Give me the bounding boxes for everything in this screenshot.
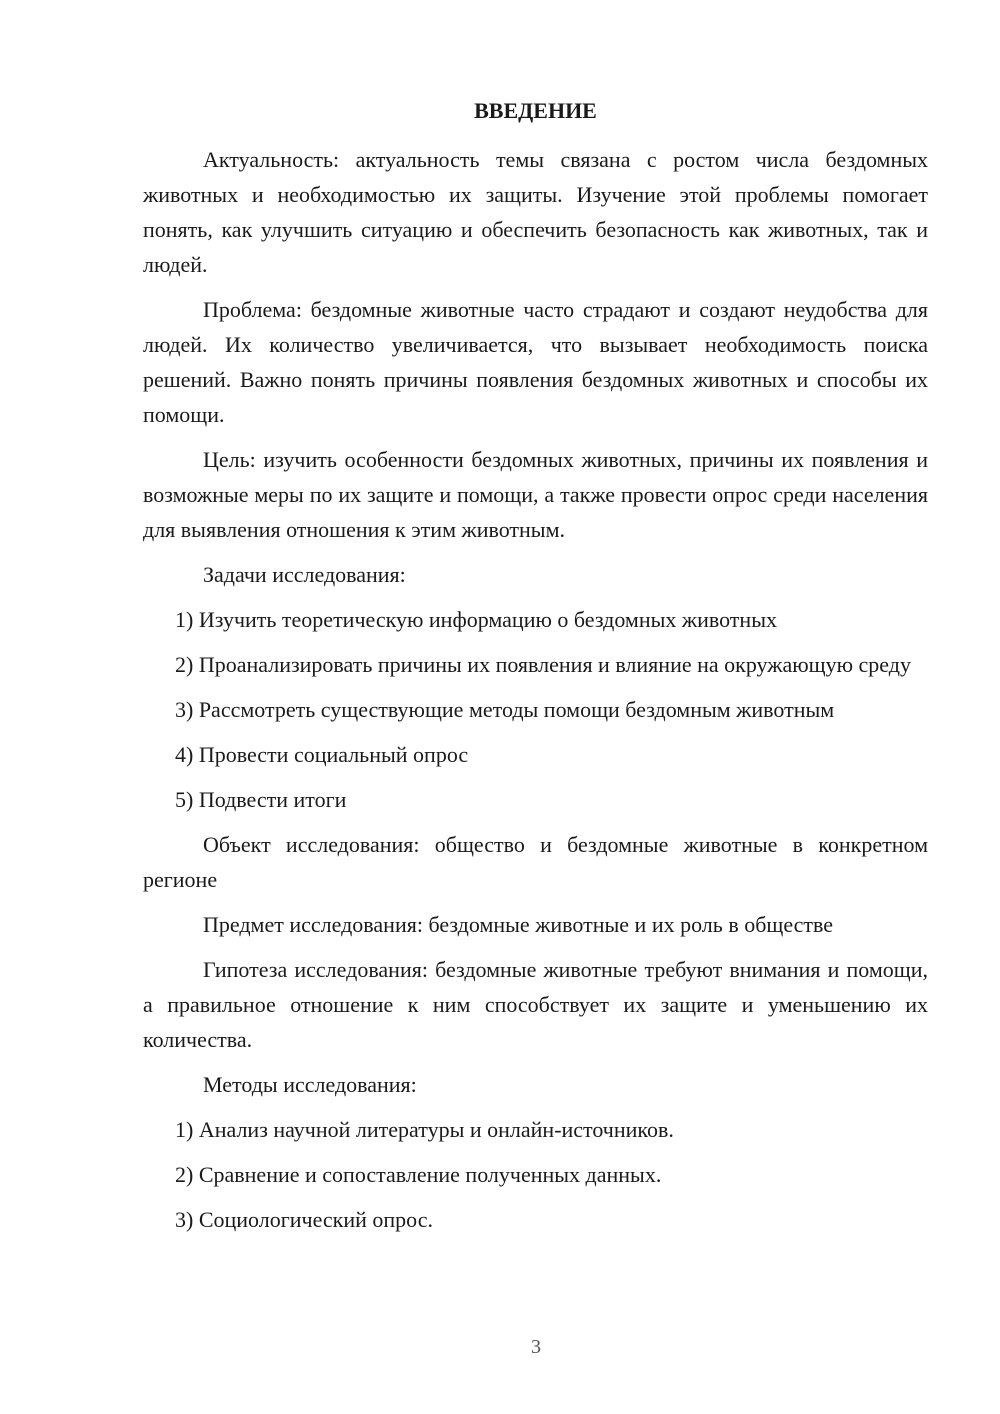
problem-paragraph: Проблема: бездомные животные часто страдают и создают неудобства для людей. Их количество увеличивается, что вызывает необходимость поиска решений. Важно понять причины появления бездомных животных и способы их помощи. <box>143 297 928 427</box>
task-item-2: 2) Проанализировать причины их появления и влияние на окружающую среду <box>175 652 911 677</box>
page-number: 3 <box>531 1336 541 1358</box>
section-heading: ВВЕДЕНИЕ <box>474 98 597 123</box>
methods-title: Методы исследования: <box>203 1072 417 1097</box>
method-item-2: 2) Сравнение и сопоставление полученных данных. <box>175 1162 662 1187</box>
goal-paragraph: Цель: изучить особенности бездомных животных, причины их появления и возможные меры по их защите и помощи, а также провести опрос среди населения для выявления отношения к этим животным. <box>143 447 928 542</box>
task-item-4: 4) Провести социальный опрос <box>175 742 469 767</box>
object-paragraph: Объект исследования: общество и бездомные животные в конкретном регионе <box>143 832 928 892</box>
relevance-paragraph: Актуальность: актуальность темы связана с ростом числа бездомных животных и необходимостью их защиты. Изучение этой проблемы помогает понять, как улучшить ситуацию и обеспечить безопасность как животных, так и людей. <box>143 147 928 277</box>
task-item-3: 3) Рассмотреть существующие методы помощи бездомным животным <box>175 697 835 722</box>
hypothesis-paragraph: Гипотеза исследования: бездомные животные требуют внимания и помощи, а правильное отношение к ним способствует их защите и уменьшению их количества. <box>143 957 928 1052</box>
method-item-3: 3) Социологический опрос. <box>175 1207 433 1232</box>
document-body <box>143 142 928 1247</box>
method-item-1: 1) Анализ научной литературы и онлайн-источников. <box>175 1117 674 1142</box>
tasks-title: Задачи исследования: <box>203 562 406 587</box>
subject-paragraph: Предмет исследования: бездомные животные и их роль в обществе <box>203 912 834 937</box>
task-item-5: 5) Подвести итоги <box>175 787 347 812</box>
task-item-1: 1) Изучить теоретическую информацию о бездомных животных <box>175 607 777 632</box>
